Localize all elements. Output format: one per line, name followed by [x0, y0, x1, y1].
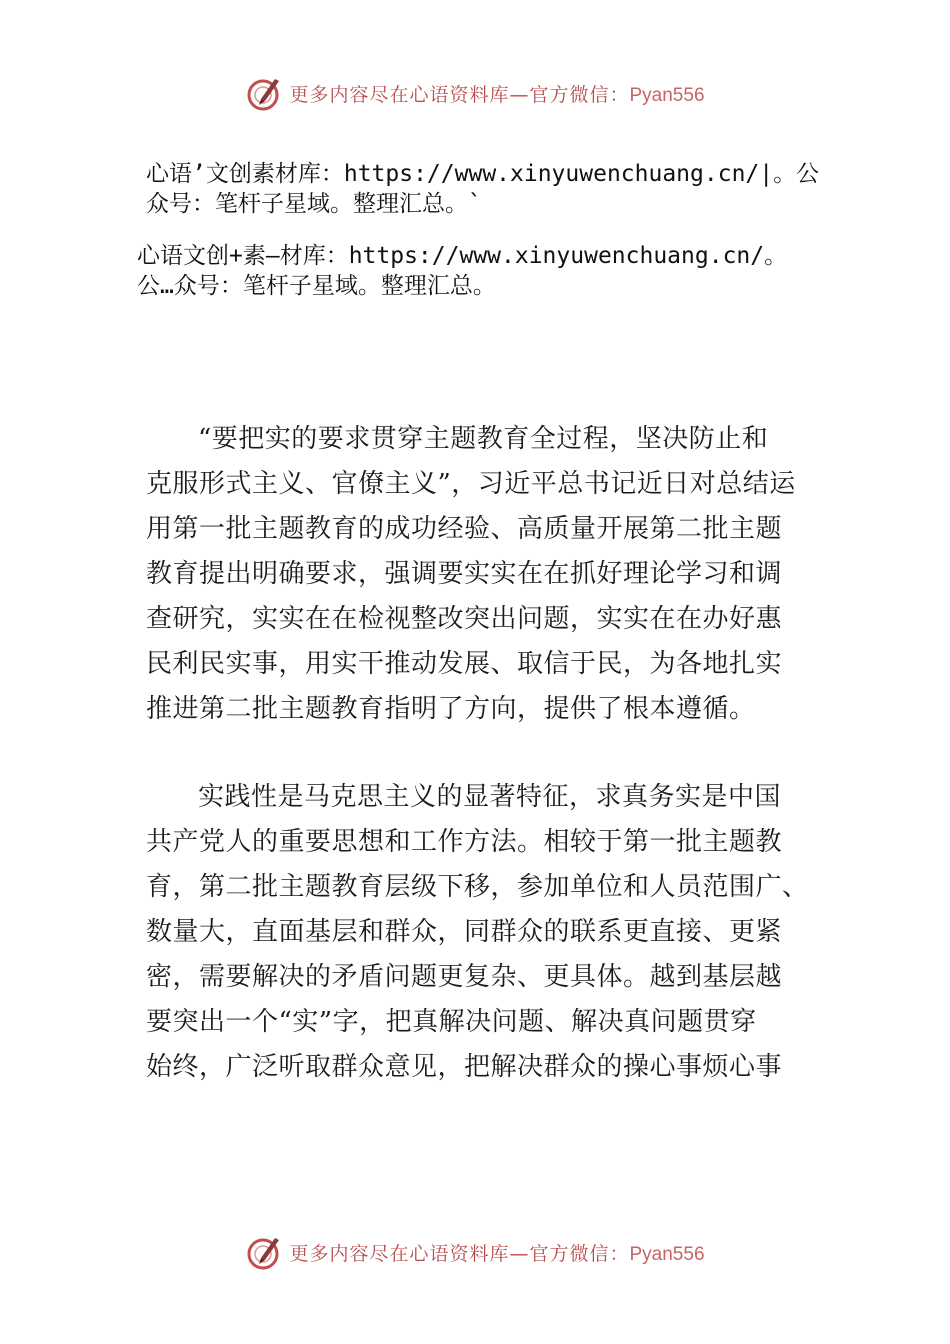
source-info-block-1 — [146, 159, 866, 219]
footer-banner-text — [289, 1239, 704, 1266]
paragraph-line: 推进第二批主题教育指明了方向，提供了根本遵循。 — [146, 694, 756, 724]
paragraph-line: “要把实的要求贯穿主题教育全过程，坚决防止和 — [198, 424, 769, 454]
paragraph-line: 克服形式主义、官僚主义”，习近平总书记近日对总结运 — [146, 469, 796, 499]
footer-banner — [0, 1230, 950, 1274]
paragraph-line: 查研究，实实在在检视整改突出问题，实实在在办好惠 — [146, 604, 783, 634]
info-line: 心语’文创素材库：https://www.xinyuwenchuang.cn/|。公 — [146, 161, 820, 187]
quill-logo-icon — [245, 1232, 285, 1272]
header-banner — [0, 71, 950, 115]
info-line: 心语文创+素—材库：https://www.xinyuwenchuang.cn/。 — [137, 243, 788, 269]
header-wechat-id: Pyan556 — [629, 84, 705, 106]
footer-wechat-id: Pyan556 — [629, 1243, 705, 1265]
paragraph-line: 实践性是马克思主义的显著特征，求真务实是中国 — [198, 782, 782, 812]
paragraph-line: 用第一批主题教育的成功经验、高质量开展第二批主题 — [146, 514, 783, 544]
quill-logo-icon — [245, 73, 285, 113]
paragraph-line: 育，第二批主题教育层级下移，参加单位和人员范围广、 — [146, 872, 809, 902]
paragraph-line: 共产党人的重要思想和工作方法。相较于第一批主题教 — [146, 827, 783, 857]
header-banner-label: 更多内容尽在心语资料库—官方微信： — [289, 83, 630, 106]
header-banner-text — [289, 80, 704, 107]
body-paragraph-1 — [146, 417, 810, 732]
paragraph-line: 教育提出明确要求，强调要实实在在抓好理论学习和调 — [146, 559, 783, 589]
info-line: 公…众号：笔杆子星域。整理汇总。 — [137, 273, 496, 299]
paragraph-line: 数量大，直面基层和群众，同群众的联系更直接、更紧 — [146, 917, 783, 947]
body-paragraph-2 — [146, 775, 810, 1090]
paragraph-line: 始终，广泛听取群众意见，把解决群众的操心事烦心事 — [146, 1052, 783, 1082]
paragraph-line: 密，需要解决的矛盾问题更复杂、更具体。越到基层越 — [146, 962, 783, 992]
source-info-block-2 — [137, 241, 857, 301]
paragraph-line: 民利民实事，用实干推动发展、取信于民，为各地扎实 — [146, 649, 783, 679]
paragraph-line: 要突出一个“实”字，把真解决问题、解决真问题贯穿 — [146, 1007, 757, 1037]
footer-banner-label: 更多内容尽在心语资料库—官方微信： — [289, 1242, 630, 1265]
info-line: 众号：笔杆子星域。整理汇总。` — [146, 191, 482, 217]
